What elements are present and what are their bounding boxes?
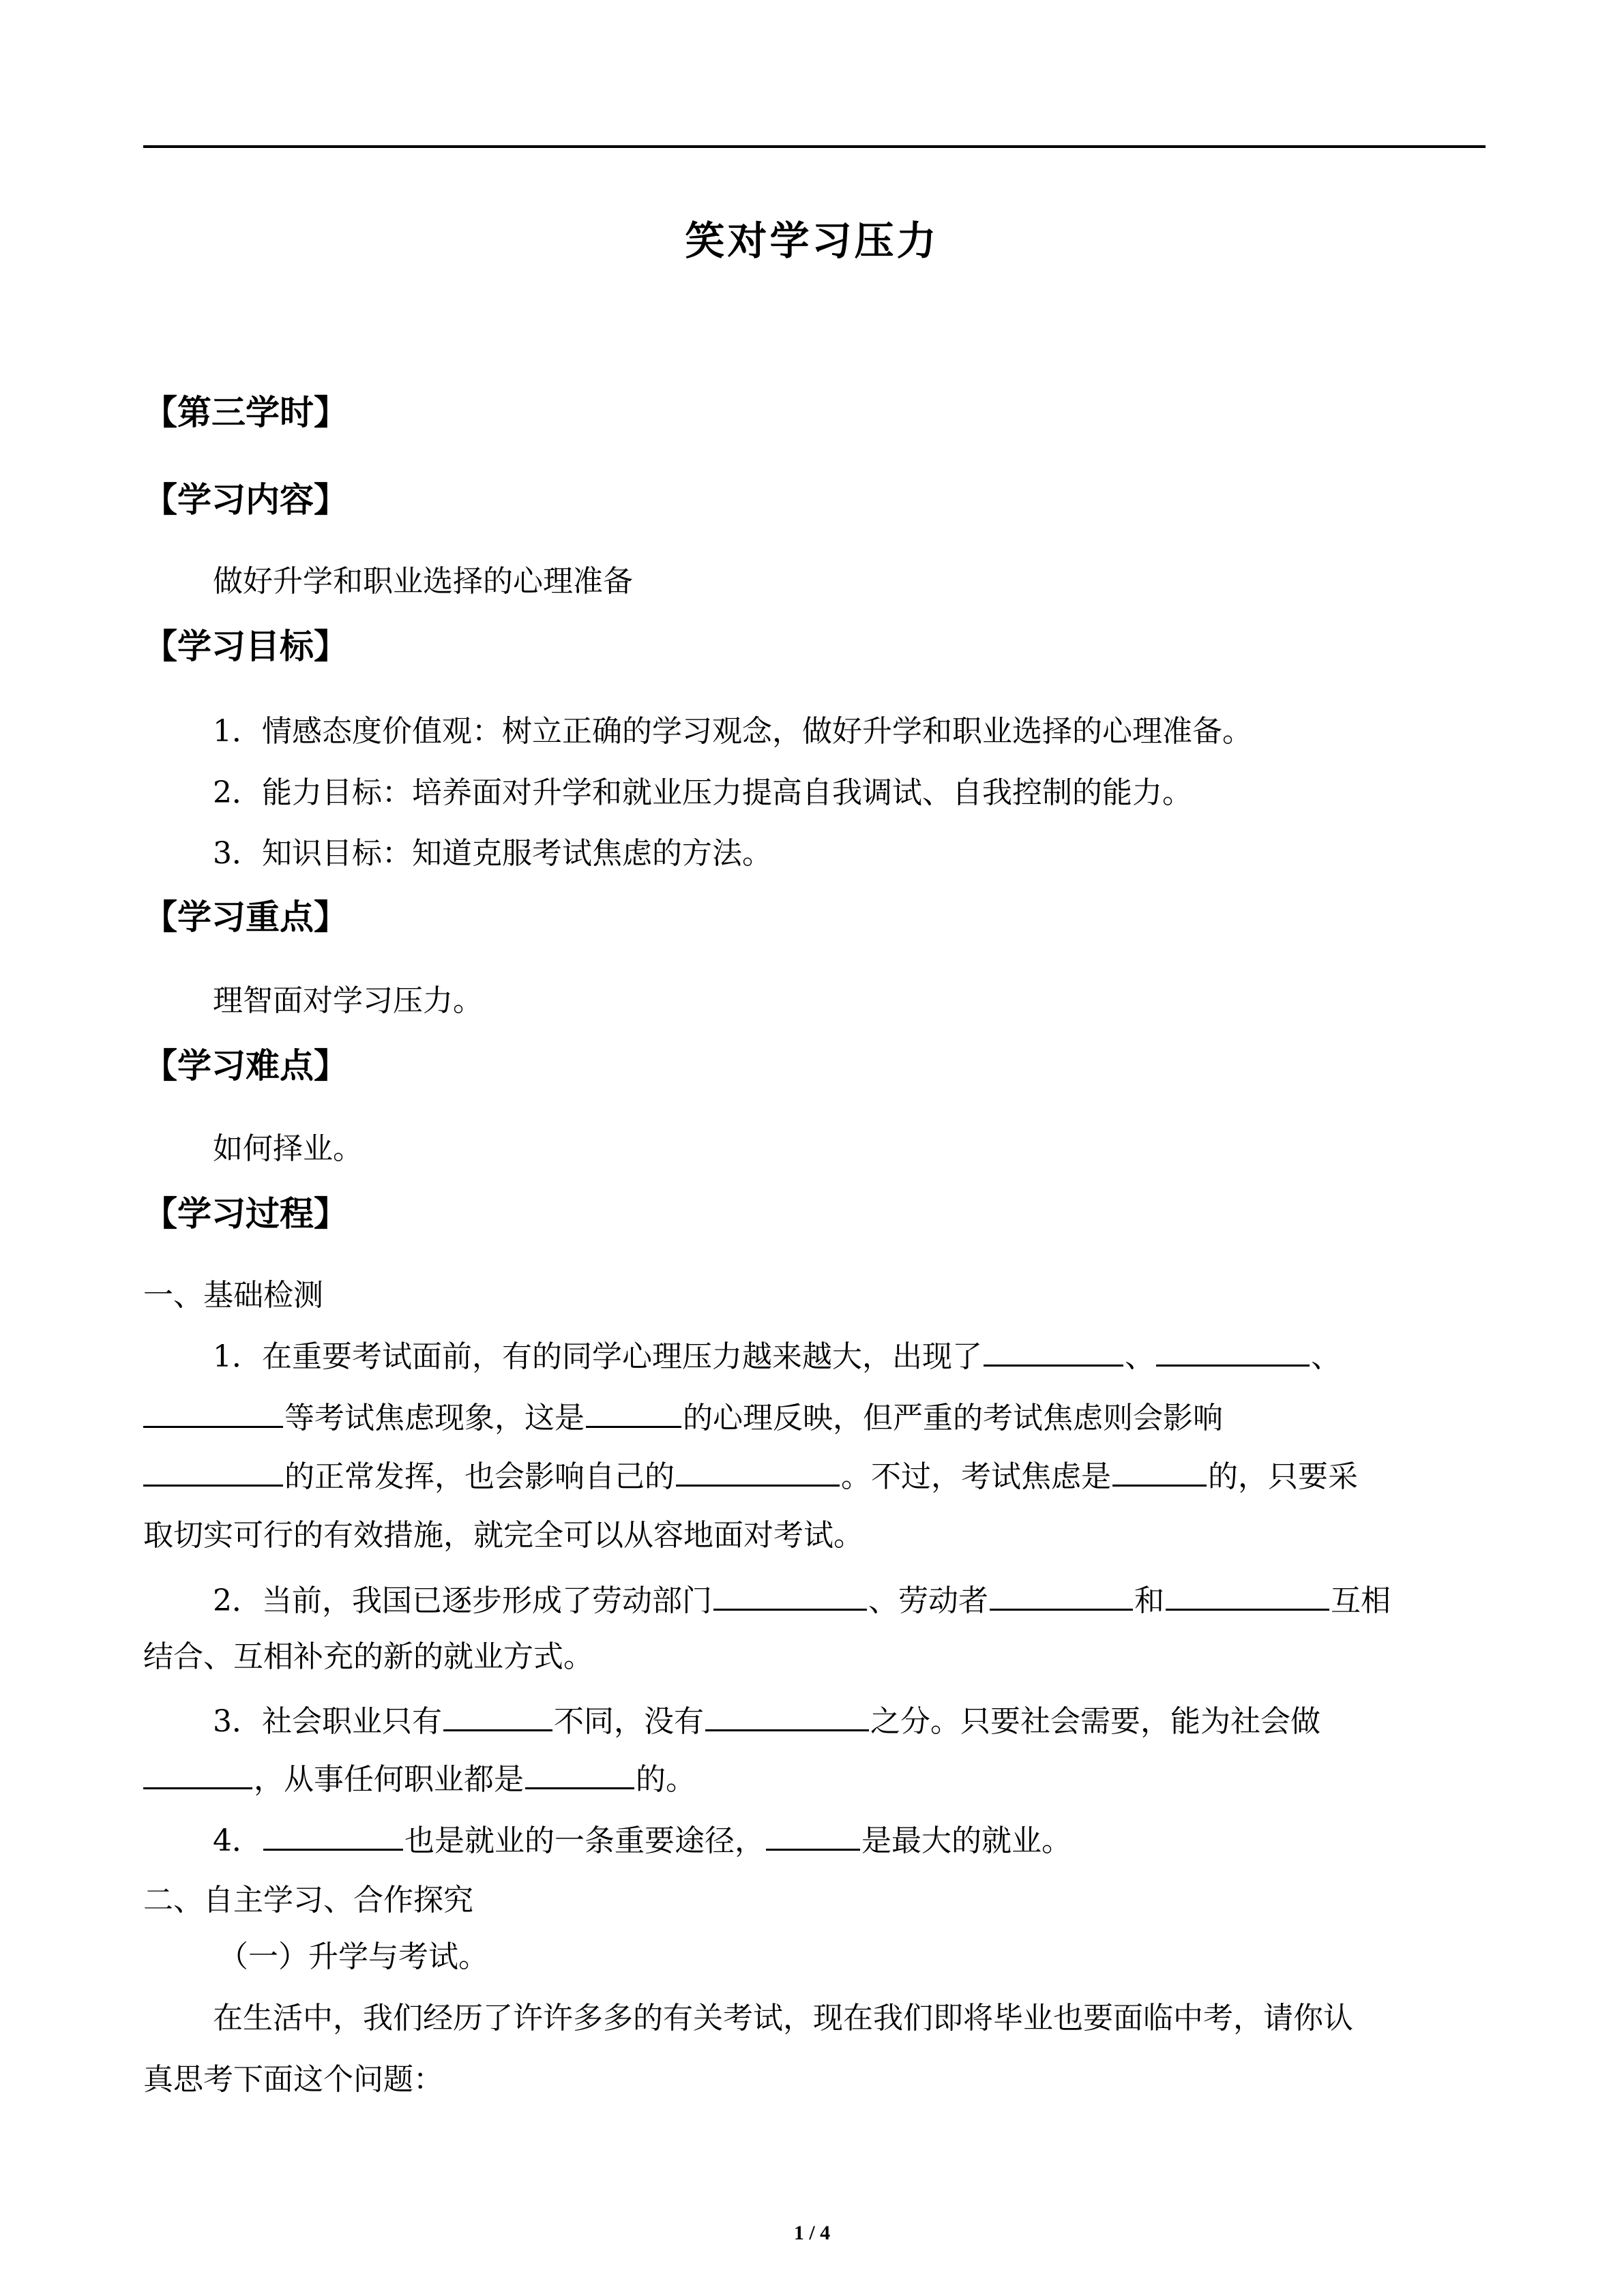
q2-text: 和 <box>1134 1583 1164 1618</box>
fill-blank[interactable] <box>143 1455 283 1487</box>
question-3-line-1 <box>213 1699 1320 1742</box>
q4-text: 4． <box>213 1823 262 1858</box>
question-4-line-1 <box>213 1819 1072 1862</box>
page-title: 笑对学习压力 <box>685 218 939 264</box>
question-1-line-1 <box>213 1335 1341 1377</box>
fill-blank[interactable] <box>143 1757 252 1789</box>
goal-item: 3．知识目标：知道克服考试焦虑的方法。 <box>213 836 772 871</box>
page-number: 1 / 4 <box>793 2222 831 2244</box>
q1-text: 、 <box>1311 1339 1341 1374</box>
fill-blank[interactable] <box>766 1819 860 1851</box>
fill-blank[interactable] <box>143 1396 283 1428</box>
content-heading: 【学习内容】 <box>143 480 348 520</box>
part1-heading: 一、基础检测 <box>143 1278 323 1313</box>
difficulty-text: 如何择业。 <box>213 1131 363 1166</box>
q3-text: 不同，没有 <box>554 1704 704 1739</box>
q3-text: 3．社会职业只有 <box>213 1704 442 1739</box>
fill-blank[interactable] <box>1112 1455 1207 1487</box>
question-1-line-3 <box>143 1455 1358 1497</box>
fill-blank[interactable] <box>1166 1579 1329 1611</box>
q3-text: 的。 <box>636 1762 696 1797</box>
goals-heading: 【学习目标】 <box>143 627 348 666</box>
goal-item: 2．能力目标：培养面对升学和就业压力提高自我调试、自我控制的能力。 <box>213 775 1192 810</box>
fill-blank[interactable] <box>990 1579 1133 1611</box>
fill-blank[interactable] <box>713 1579 867 1611</box>
process-heading: 【学习过程】 <box>143 1194 348 1234</box>
question-3-line-2 <box>143 1757 696 1800</box>
fill-blank[interactable] <box>705 1699 869 1731</box>
header-rule <box>143 145 1486 148</box>
q4-text: 也是就业的一条重要途径， <box>404 1823 765 1858</box>
key-heading: 【学习重点】 <box>143 897 348 937</box>
q2-text: 互相 <box>1331 1583 1391 1618</box>
q1-text: 的正常发挥，也会影响自己的 <box>284 1459 675 1494</box>
content-text: 做好升学和职业选择的心理准备 <box>213 564 633 599</box>
key-text: 理智面对学习压力。 <box>213 983 483 1018</box>
intro-text-line-1: 在生活中，我们经历了许许多多的有关考试，现在我们即将毕业也要面临中考，请你认 <box>213 2001 1353 2036</box>
question-1-line-4: 取切实可行的有效措施，就完全可以从容地面对考试。 <box>143 1518 863 1553</box>
fill-blank[interactable] <box>984 1335 1123 1367</box>
intro-text-line-2: 真思考下面这个问题： <box>143 2062 443 2097</box>
q1-text: 的，只要采 <box>1208 1459 1358 1494</box>
q3-text: 之分。只要社会需要，能为社会做 <box>870 1704 1320 1739</box>
subsection-1-heading: （一）升学与考试。 <box>218 1939 488 1974</box>
fill-blank[interactable] <box>1156 1335 1310 1367</box>
fill-blank[interactable] <box>263 1819 403 1851</box>
q4-text: 是最大的就业。 <box>861 1823 1072 1858</box>
question-1-line-2 <box>143 1396 1223 1439</box>
q2-text: 2．当前，我国已逐步形成了劳动部门 <box>213 1583 712 1618</box>
q1-text: 等考试焦虑现象，这是 <box>284 1401 585 1435</box>
fill-blank[interactable] <box>676 1455 840 1487</box>
q1-text: 。不过，考试焦虑是 <box>841 1459 1111 1494</box>
fill-blank[interactable] <box>586 1396 681 1428</box>
q1-text: 1．在重要考试面前，有的同学心理压力越来越大，出现了 <box>213 1339 982 1374</box>
q1-text: 的心理反映，但严重的考试焦虑则会影响 <box>683 1401 1223 1435</box>
question-2-line-1 <box>213 1579 1391 1622</box>
goal-item: 1．情感态度价值观：树立正确的学习观念，做好升学和职业选择的心理准备。 <box>213 714 1252 749</box>
q2-text: 、劳动者 <box>868 1583 988 1618</box>
part2-heading: 二、自主学习、合作探究 <box>143 1883 473 1918</box>
q1-text: 、 <box>1125 1339 1155 1374</box>
question-2-line-2: 结合、互相补充的新的就业方式。 <box>143 1639 593 1674</box>
difficulty-heading: 【学习难点】 <box>143 1046 348 1086</box>
q3-text: ，从事任何职业都是 <box>254 1762 524 1797</box>
fill-blank[interactable] <box>525 1757 634 1789</box>
fill-blank[interactable] <box>443 1699 552 1731</box>
section-period-heading: 【第三学时】 <box>143 393 348 432</box>
